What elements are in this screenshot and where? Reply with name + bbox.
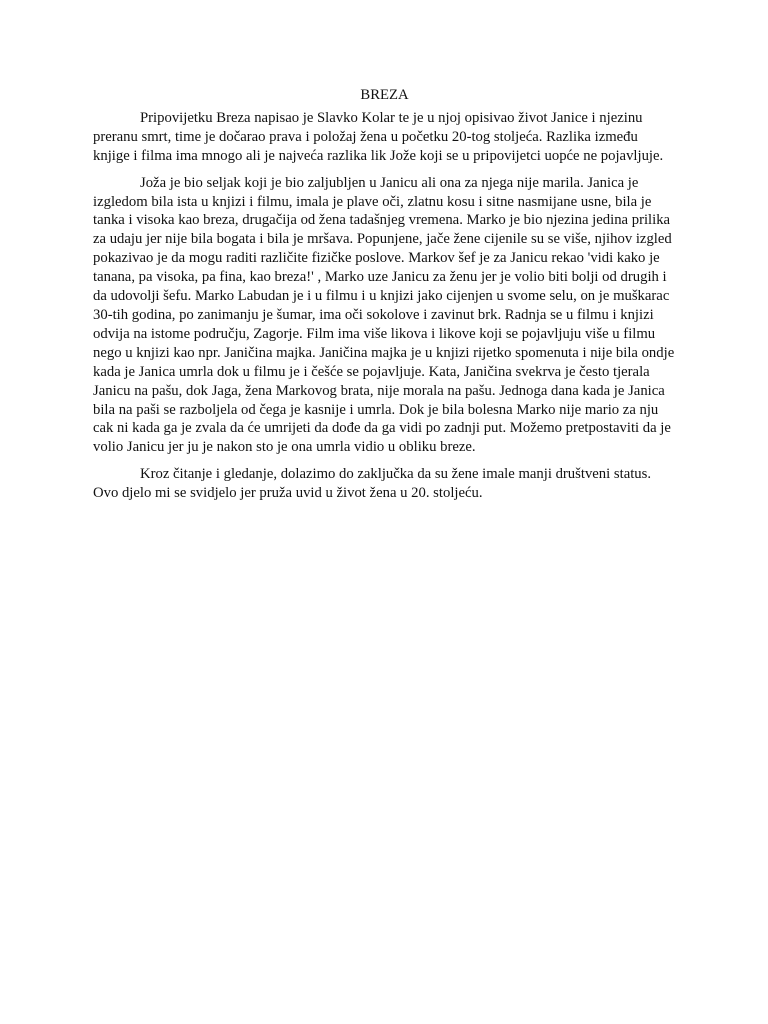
paragraph-intro: Pripovijetku Breza napisao je Slavko Kolar te je u njoj opisivao život Janice i njezinu preranu smrt, time je dočarao prava i položaj žena u početku 20-tog stoljeća. Razlika između knjige i filma ima mnogo ali je najveća razlika lik Jože koji se u pripovijetci uopće ne pojavljuje. (93, 109, 664, 164)
paragraph-body: Joža je bio seljak koji je bio zaljubljen u Janicu ali ona za njega nije marila. Janica je izgledom bila ista u knjizi i filmu, imala je plave oči, zlatnu kosu i sitne nasmijane usne, bila je tanka i visoka kao breza, drugačija od žena tadašnjeg vremena. Marko je bio njezina jedina prilika za udaju jer nije bila bogata i bila je mršava. Popunjene, jače žene cijenile su se više, njihov izgled pokazivao je da mogu raditi različite fizičke poslove. Markov šef je za Janicu rekao 'vidi kako je tanana, pa visoka, pa fina, kao breza!' , Marko uze Janicu za ženu jer je volio biti bolji od drugih i da udovolji šefu. Marko Labudan je i u filmu i u knjizi jako cijenjen u svome selu, on je muškarac 30-tih godina, po zanimanju je šumar, ima oči sokolove i zavinut brk. Radnja se u filmu i knjizi odvija na istome području, Zagorje. Film ima više likova i likove koji se pojavljuju više u filmu nego u knjizi kao npr. Janičina majka. Janičina majka je u knjizi rijetko spomenuta i nije bila ondje kada je Janica umrla dok u filmu je i češće se pojavljuje. Kata, Janičina svekrva je često tjerala Janicu na pašu, dok Jaga, žena Markovog brata, nije morala na pašu. Jednoga dana kada je Janica bila na paši se razboljela od čega je kasnije i umrla. Dok je bila bolesna Marko nije mario za nju cak ni kada ga je zvala da će umrijeti da dođe da ga vidi po zadnji put. Možemo pretpostaviti da je volio Janicu jer ju je nakon sto je ona umrla vidio u obliku breze. (93, 174, 675, 456)
document-title: BREZA (360, 87, 409, 103)
paragraph-conclusion: Kroz čitanje i gledanje, dolazimo do zaključka da su žene imale manji društveni status. Ovo djelo mi se svidjelo jer pruža uvid u život žena u 20. stoljeću. (93, 466, 652, 502)
document-page (93, 86, 676, 511)
